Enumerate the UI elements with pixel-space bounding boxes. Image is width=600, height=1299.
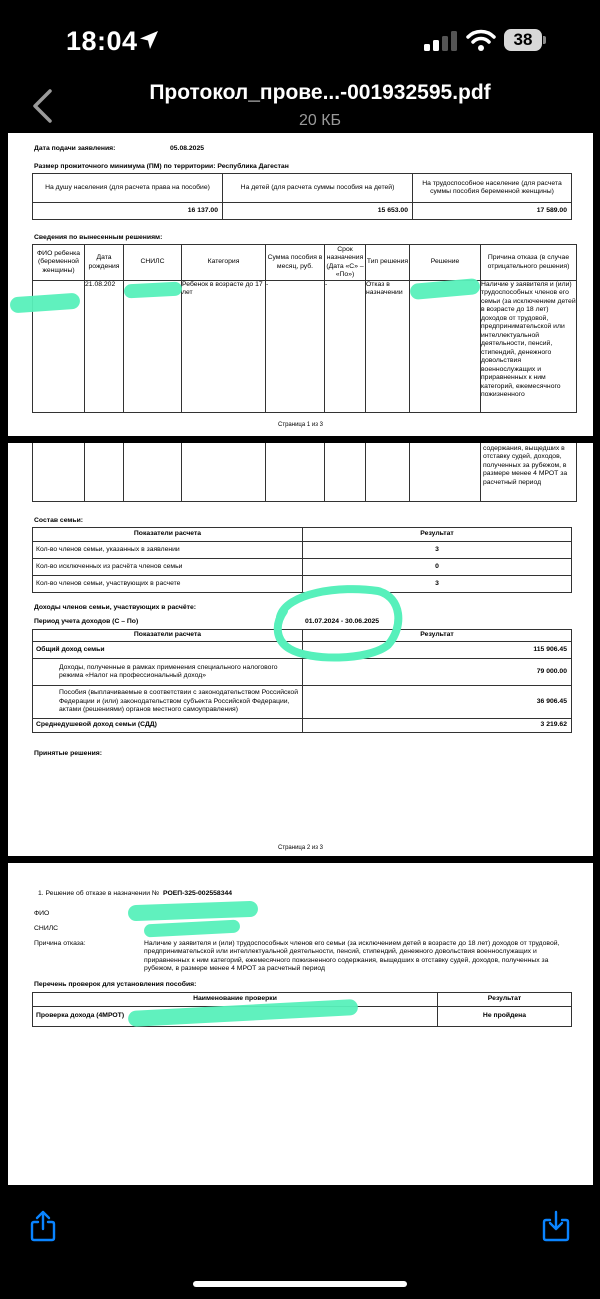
decision-reason-continued: содержания, выщедших в отставку судей, доходов, полученных за рубежом, в размере менее 4 МРОТ за расчетный период [481, 443, 577, 502]
check-result: Не пройдена [438, 1007, 572, 1027]
tax-income-label: Доходы, полученные в рамках применения специального налогового режима «Налог на профессиональный доход» [33, 659, 303, 686]
decision-number: РОЕП-325-002558344 [163, 890, 233, 897]
total-income-label: Общий доход семьи [33, 642, 303, 659]
income-period-value: 01.07.2024 - 30.06.2025 [305, 618, 380, 625]
document-page-1 [8, 133, 593, 436]
pm-table [32, 173, 572, 220]
pm-value-per-capita: 16 137.00 [33, 203, 223, 220]
decision-header-amount: Сумма пособия в месяц, руб. [266, 245, 325, 281]
cellular-signal-icon [424, 31, 458, 51]
decision-header-birth: Дата рождения [85, 245, 124, 281]
decisions-heading: Сведения по вынесенным решениям: [34, 234, 163, 241]
checks-header-result: Результат [438, 993, 572, 1007]
decision-title-prefix: 1. Решение об отказе в назначении № [38, 890, 160, 897]
decision-reason: Наличие у заявителя и (или) трудоспособных членов его семьи (за исключением детей в возрасте до 18 лет) доходов от трудовой, предпринимательской или интеллектуальной деятельности, пенсий, стипендий, денежного довольствия военнослужащих и приравненных к ним категорий, ежемесячного пожизненного [481, 281, 577, 413]
family-header-result: Результат [303, 528, 572, 542]
file-size: 20 КБ [298, 112, 342, 129]
home-indicator[interactable] [193, 1281, 407, 1287]
check-name: Проверка дохода (4МРОТ) [33, 1007, 438, 1027]
document-page-2 [8, 443, 593, 856]
save-to-files-icon[interactable] [542, 1210, 570, 1242]
pm-value-working: 17 589.00 [413, 203, 572, 220]
family-row-value: 0 [303, 559, 572, 576]
benefits-label: Пособия (выплачиваемые в соответствии с законодательством Российской Федерации и (или) законодательством субъекта Российской Федерации, актами (решениями) органов местного самоуправления) [33, 686, 303, 719]
benefits-value: 36 906.45 [303, 686, 572, 719]
accepted-decisions-heading: Принятые решения: [34, 750, 102, 757]
redaction-mark [128, 901, 258, 922]
checks-header-name: Наименование проверки [33, 993, 438, 1007]
decision-header-fio: ФИО ребенка (беременной женщины) [33, 245, 85, 281]
family-header-indicator: Показатели расчета [33, 528, 303, 542]
family-row-value: 3 [303, 576, 572, 593]
back-chevron-icon[interactable] [30, 88, 56, 124]
decision-birth-date: 21.08.202 [85, 281, 124, 413]
family-row-label: Кол-во членов семьи, участвующих в расчете [33, 576, 303, 593]
pm-header-children: На детей (для расчета суммы пособия на детей) [223, 174, 413, 203]
hand-drawn-circle-mark [270, 583, 406, 663]
battery-tip [543, 36, 546, 44]
decision-category: Ребенок в возрасте до 17 лет [182, 281, 266, 413]
share-icon[interactable] [30, 1210, 56, 1242]
decision-period: - [325, 281, 366, 413]
pm-value-children: 15 653.00 [223, 203, 413, 220]
decision-header-reason: Причина отказа (в случае отрицательного решения) [481, 245, 577, 281]
decisions-table-continued [32, 443, 577, 502]
decision-header-decision: Решение [410, 245, 481, 281]
status-time: 18:04 [66, 26, 138, 56]
decision-snils [124, 281, 182, 413]
page-1-footer: Страница 1 из 3 [278, 422, 323, 428]
decision-header-snils: СНИЛС [124, 245, 182, 281]
income-header-indicator: Показатели расчета [33, 630, 303, 642]
document-title: Протокол_прове...-001932595.pdf [149, 81, 491, 104]
reason-label: Причина отказа: [34, 940, 86, 947]
income-period-label: Период учета доходов (С – По) [34, 618, 139, 625]
application-date: 05.08.2025 [170, 145, 205, 152]
decision-type: Отказ в назначении [366, 281, 410, 413]
family-heading: Состав семьи: [34, 517, 84, 524]
avg-income-label: Среднедушевой доход семьи (СДД) [33, 719, 303, 733]
family-row-value: 3 [303, 542, 572, 559]
decision-header-type: Тип решения [366, 245, 410, 281]
pm-heading: Размер прожиточного минимума (ПМ) по территории: Республика Дагестан [34, 163, 289, 170]
income-header-result: Результат [303, 630, 572, 642]
family-row-label: Кол-во членов семьи, указанных в заявлении [33, 542, 303, 559]
decisions-table [32, 244, 577, 413]
snils-label: СНИЛС [34, 925, 59, 932]
income-heading: Доходы членов семьи, участвующих в расчёте: [34, 604, 196, 611]
family-row-label: Кол-во исключенных из расчёта членов семьи [33, 559, 303, 576]
wifi-icon [466, 28, 496, 52]
decision-amount: - [266, 281, 325, 413]
document-page-3 [8, 863, 593, 1185]
checks-heading: Перечень проверок для установления пособия: [34, 981, 197, 988]
battery-indicator: 38 [504, 29, 542, 51]
application-date-label: Дата подачи заявления: [34, 145, 116, 152]
decision-header-period: Срок назначения (Дата «С» – «По») [325, 245, 366, 281]
fio-label: ФИО [34, 910, 50, 917]
total-income-value: 115 906.45 [303, 642, 572, 659]
page-2-footer: Страница 2 из 3 [278, 845, 323, 851]
avg-income-value: 3 219.62 [303, 719, 572, 733]
pm-header-per-capita: На душу населения (для расчета права на пособие) [33, 174, 223, 203]
redaction-mark [144, 919, 241, 937]
status-bar [0, 0, 600, 80]
pm-header-working: На трудоспособное население (для расчета суммы пособия беременной женщины) [413, 174, 572, 203]
reason-text: Наличие у заявителя и (или) трудоспособных членов его семьи (за исключением детей в возрасте до 18 лет) доходов от трудовой, предпринимательской или интеллектуальной деятельности, пенсий, стипендий, денежного довольствия военнослужащих и приравненных к ним категорий, ежемесячного пожизненного содержания, выщедших в отставку судей, доходов, полученных за рубежом, в размере менее 4 МРОТ за расчетный период [144, 940, 560, 973]
tax-income-value: 79 000.00 [303, 659, 572, 686]
decision-result [410, 281, 481, 413]
location-arrow-icon [139, 30, 159, 50]
decision-header-category: Категория [182, 245, 266, 281]
